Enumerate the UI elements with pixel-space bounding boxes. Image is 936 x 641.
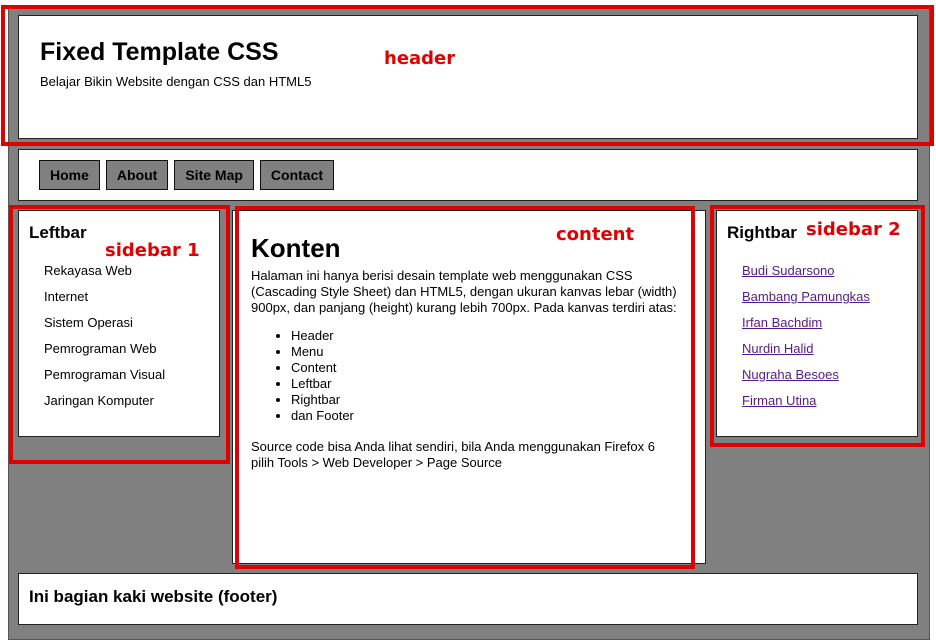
site-header [18,15,918,139]
list-item: • Header [291,328,354,344]
menu-item-contact[interactable]: Contact [260,160,334,190]
leftbar-item: Rekayasa Web [44,263,132,278]
list-item: • Menu [291,344,354,360]
content-intro: Halaman ini hanya berisi desain template web menggunakan CSS (Cascading Style Sheet) dan HTML5, dengan ukuran kanvas lebar (width) 900px, dan panjang (height) kurang lebih 700px. Pada kanvas terdiri atas: [251,268,677,315]
rightbar-title: Rightbar [727,223,797,242]
content-title: Konten [251,233,341,263]
content-source-note: Source code bisa Anda lihat sendiri, bila Anda menggunakan Firefox 6 pilih Tools > Web Developer > Page Source [251,439,655,470]
list-item: • Content [291,360,354,376]
leftbar-item: Sistem Operasi [44,315,133,330]
rightbar-link[interactable]: Firman Utina [742,393,817,408]
sidebar2-annotation-label: sidebar 2 [806,219,901,240]
header-annotation-label: header [384,48,456,69]
menu-item-sitemap[interactable]: Site Map [174,160,254,190]
main-content [232,210,706,564]
site-subtitle: Belajar Bikin Website dengan CSS dan HTML5 [40,74,312,89]
menu-item-home[interactable]: Home [39,160,100,190]
leftbar-title: Leftbar [29,223,87,242]
rightbar-link[interactable]: Bambang Pamungkas [742,289,870,304]
leftbar-item: Internet [44,289,89,304]
leftbar-item: Pemrograman Visual [44,367,166,382]
content-list [251,328,354,424]
site-title: Fixed Template CSS [40,38,279,66]
site-footer [18,573,918,625]
list-item: • dan Footer [291,408,354,424]
list-item: • Rightbar [291,392,354,408]
nav-menu [18,149,918,201]
leftbar-item: Jaringan Komputer [44,393,154,408]
list-item: • Leftbar [291,376,354,392]
rightbar-link[interactable]: Irfan Bachdim [742,315,823,330]
rightbar-link[interactable]: Nugraha Besoes [742,367,839,382]
footer-text: Ini bagian kaki website (footer) [29,587,278,606]
sidebar1-annotation-label: sidebar 1 [105,240,200,261]
rightbar [716,210,918,437]
leftbar-item: Pemrograman Web [44,341,157,356]
rightbar-link[interactable]: Nurdin Halid [742,341,814,356]
rightbar-link[interactable]: Budi Sudarsono [742,263,835,278]
content-annotation-label: content [556,224,635,245]
menu-item-about[interactable]: About [106,160,168,190]
